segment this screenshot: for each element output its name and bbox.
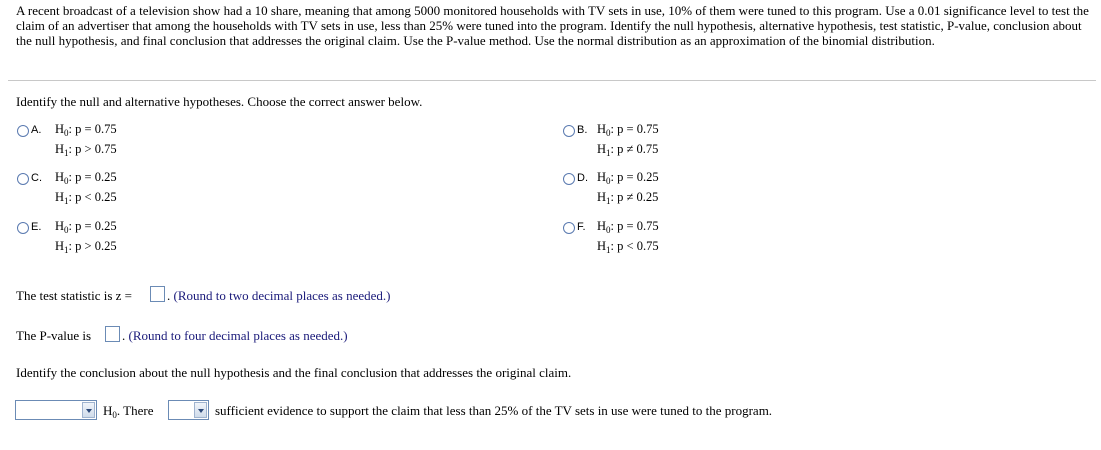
- test-statistic-hint: (Round to two decimal places as needed.): [173, 288, 391, 303]
- option-a-h1: $H_1$: p > 0.75: [55, 142, 117, 158]
- pvalue-suffix: . (Round to four decimal places as needed.): [122, 328, 348, 343]
- pvalue-row: [16, 328, 91, 344]
- option-a-h0: $H_0$: p = 0.75: [55, 122, 117, 138]
- problem-statement: A recent broadcast of a television show had a 10 share, meaning that among 5000 monitored households with TV sets in use, 10% of them were tuned to this program. Use a 0.01 significance level to test the claim of an advertiser that among the households with TV sets in use, less than 25% were tuned into the program. Identify the null hypothesis, alternative hypothesis, test statistic, P-value, conclusion about the null hypothesis, and final conclusion that addresses the original claim. Use the P-value method. Use the normal distribution as an approximation of the binomial distribution.: [16, 3, 1089, 48]
- option-a-letter: A.: [31, 124, 42, 136]
- option-a-radio[interactable]: [17, 125, 29, 137]
- chevron-down-icon[interactable]: [194, 402, 207, 418]
- option-d-h0: $H_0$: p = 0.25: [597, 170, 659, 186]
- pvalue-input[interactable]: [105, 326, 120, 342]
- option-e-h1: $H_1$: p > 0.25: [55, 239, 117, 255]
- divider: [8, 80, 1096, 81]
- option-f-h0: $H_0$: p = 0.75: [597, 219, 659, 235]
- option-b-h0: $H_0$: p = 0.75: [597, 122, 659, 138]
- option-c-radio[interactable]: [17, 173, 29, 185]
- conclusion-h0-text: $H_0$. There: [103, 403, 154, 420]
- conclusion-tail-text: sufficient evidence to support the claim that less than 25% of the TV sets in use were tuned to the program.: [215, 403, 773, 418]
- option-b-h1: $H_1$: p ≠ 0.75: [597, 142, 659, 158]
- option-f-letter: F.: [577, 221, 586, 233]
- test-statistic-label: The test statistic is z =: [16, 288, 133, 303]
- conclusion-dropdown-1[interactable]: [15, 400, 97, 420]
- conclusion-dropdown-2[interactable]: [168, 400, 209, 420]
- option-c-letter: C.: [31, 172, 42, 184]
- option-c-h1: $H_1$: p < 0.25: [55, 190, 117, 206]
- test-statistic-input[interactable]: [150, 286, 165, 302]
- chevron-down-icon[interactable]: [82, 402, 95, 418]
- option-d-h1: $H_1$: p ≠ 0.25: [597, 190, 659, 206]
- question-hypotheses: Identify the null and alternative hypotheses. Choose the correct answer below.: [16, 94, 423, 109]
- option-b-radio[interactable]: [563, 125, 575, 137]
- option-e-radio[interactable]: [17, 222, 29, 234]
- pvalue-hint: (Round to four decimal places as needed.): [128, 328, 348, 343]
- option-d-letter: D.: [577, 172, 588, 184]
- option-d-radio[interactable]: [563, 173, 575, 185]
- option-c-h0: $H_0$: p = 0.25: [55, 170, 117, 186]
- option-f-radio[interactable]: [563, 222, 575, 234]
- option-b-letter: B.: [577, 124, 588, 136]
- pvalue-label: The P-value is: [16, 328, 92, 343]
- option-e-letter: E.: [31, 221, 42, 233]
- test-statistic-suffix: . (Round to two decimal places as needed.): [167, 288, 391, 303]
- option-e-h0: $H_0$: p = 0.25: [55, 219, 117, 235]
- question-conclusion: Identify the conclusion about the null hypothesis and the final conclusion that addresses the original claim.: [16, 365, 572, 380]
- test-statistic-row: [16, 288, 132, 304]
- option-f-h1: $H_1$: p < 0.75: [597, 239, 659, 255]
